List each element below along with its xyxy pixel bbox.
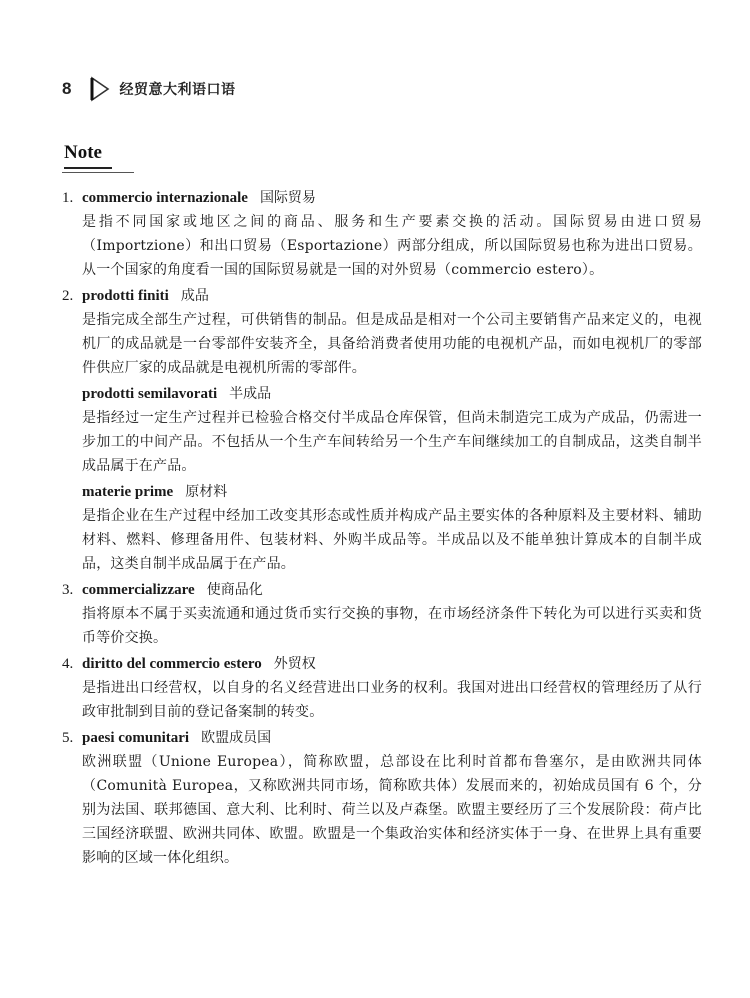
entry-term: prodotti finiti: [82, 288, 169, 304]
entry-description: 是指进出口经营权，以自身的名义经营进出口业务的权利。我国对进出口经营权的管理经历了从行政审批制到目前的登记备案制的转变。: [82, 680, 702, 720]
entry-description: 是指企业在生产过程中经加工改变其形态或性质并构成产品主要实体的各种原料及主要材料、辅助材料、燃料、修理备用件、包装材料、外购半成品等。半成品以及不能单独计算成本的自制半成品，这类自制半成品属于在产品。: [82, 508, 702, 572]
entry-heading: [62, 652, 702, 676]
entry-translation: 半成品: [229, 386, 272, 402]
entry-heading: [62, 382, 702, 406]
entry-description: 是指完成全部生产过程，可供销售的制品。但是成品是相对一个公司主要销售产品来定义的，电视机厂的成品就是一台零部件安装齐全，具备给消费者使用功能的电视机产品，而如电视机厂的零部件供应厂家的成品就是电视机所需的零部件。: [82, 312, 702, 376]
entry-heading: [62, 578, 702, 602]
note-entry: [62, 726, 702, 870]
page-number: 8: [62, 79, 72, 98]
book-title: 经贸意大利语口语: [119, 82, 236, 98]
entry-term: diritto del commercio estero: [82, 656, 262, 672]
entry-term: commercio internazionale: [82, 190, 248, 206]
page-header: [62, 74, 235, 104]
entry-translation: 成品: [180, 288, 209, 304]
note-entry: [62, 652, 702, 724]
entry-description: 是指经过一定生产过程并已检验合格交付半成品仓库保管，但尚未制造完工成为产成品，仍需进一步加工的中间产品。不包括从一个生产车间转给另一个生产车间继续加工的自制成品，这类自制半成品属于在产品。: [82, 410, 702, 474]
entry-translation: 国际贸易: [259, 190, 316, 206]
note-heading: Note: [64, 142, 112, 169]
entry-number: 2.: [62, 288, 74, 304]
entry-heading: [62, 284, 702, 308]
entry-translation: 使商品化: [206, 582, 263, 598]
entry-translation: 欧盟成员国: [201, 730, 272, 746]
notes-list: [62, 186, 702, 870]
entry-number: 1.: [62, 190, 74, 206]
note-divider: [62, 172, 134, 173]
note-subentry: [62, 382, 702, 478]
entry-term: materie prime: [82, 484, 174, 500]
note-entry: [62, 284, 702, 380]
entry-description: 指将原本不属于买卖流通和通过货币实行交换的事物，在市场经济条件下转化为可以进行买卖和货币等价交换。: [82, 606, 702, 646]
entry-number: 3.: [62, 582, 74, 598]
note-entry: [62, 578, 702, 650]
note-entry: [62, 186, 702, 282]
entry-heading: [62, 726, 702, 750]
entry-term: prodotti semilavorati: [82, 386, 218, 402]
entry-translation: 外贸权: [273, 656, 316, 672]
entry-heading: [62, 480, 702, 504]
entry-number: 5.: [62, 730, 74, 746]
entry-translation: 原材料: [185, 484, 228, 500]
entry-term: paesi comunitari: [82, 730, 190, 746]
entry-description: 欧洲联盟（Unione Europea），简称欧盟，总部设在比利时首都布鲁塞尔，是由欧洲共同体（Comunità Europea，又称欧洲共同市场，简称欧共体）发展而来的，初始成员国有 6 个，分别为法国、联邦德国、意大利、比利时、荷兰以及卢森堡。欧盟主要经历了三个发展阶段：荷卢比三国经济联盟、欧洲共同体、欧盟。欧盟是一个集政治实体和经济实体于一身、在世界上具有重要影响的区域一体化组织。: [82, 754, 702, 866]
note-subentry: [62, 480, 702, 576]
entry-term: commercializzare: [82, 582, 195, 598]
entry-number: 4.: [62, 656, 74, 672]
triangle-marker-icon: [89, 76, 111, 102]
entry-description: 是指不同国家或地区之间的商品、服务和生产要素交换的活动。国际贸易由进口贸易（Importzione）和出口贸易（Esportazione）两部分组成，所以国际贸易也称为进出口贸易。从一个国家的角度看一国的国际贸易就是一国的对外贸易（commercio estero）。: [82, 214, 702, 278]
entry-heading: [62, 186, 702, 210]
